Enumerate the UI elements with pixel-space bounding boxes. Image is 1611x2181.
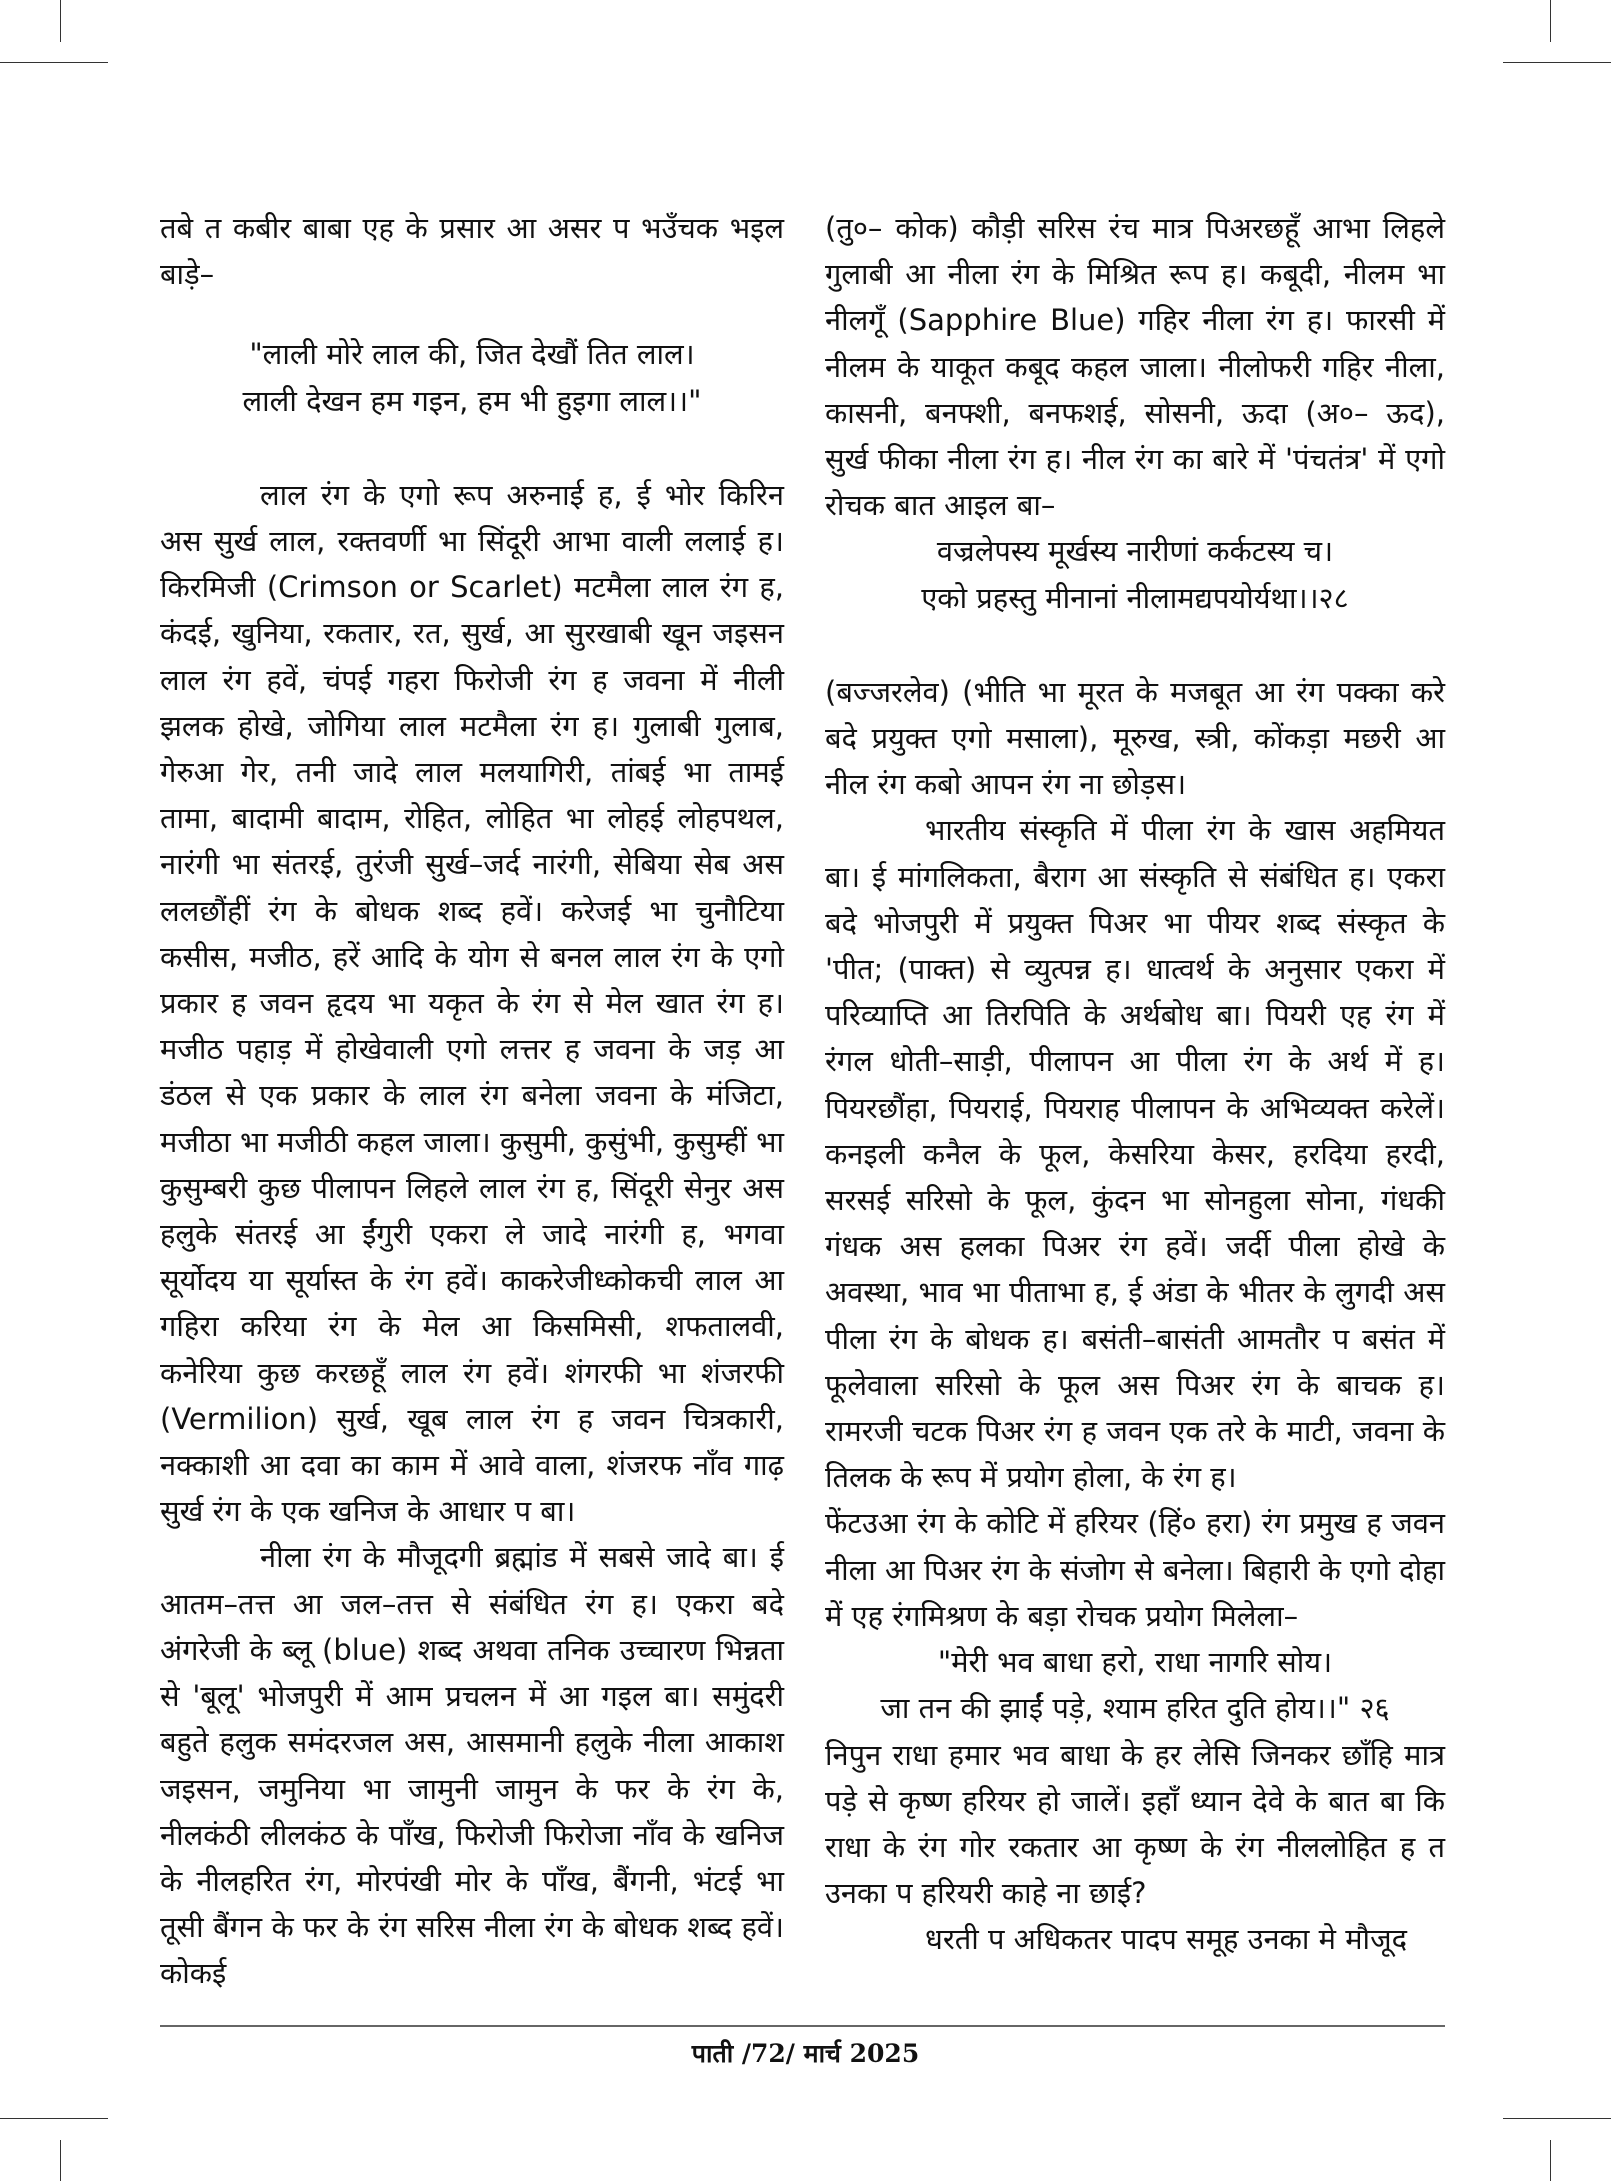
paragraph: नीला रंग के मौजूदगी ब्रह्मांड में सबसे जादे बा। ई आतम–तत्त आ जल–तत्त से संबंधित रंग ह। एकरा बदे अंगरेजी के ब्लू (blue) शब्द अथवा तनिक उच्चारण भिन्नता से 'बूलू' भोजपुरी में आम प्रचलन में आ गइल बा। समुंदरी बहुते हलुक समंदरजल अस, आसमानी हलुके नीला आकाश जइसन, जमुनिया भा जामुनी जामुन के फर के रंग के, नीलकंठी लीलकंठ के पाँख, फिरोजी फिरोजा नाँव के खनिज के नीलहरित रंग, मोरपंखी मोर के पाँख, बैंगनी, भंटई भा तूसी बैंगन के फर के रंग सरिस नीला रंग के बोधक शब्द हवें। कोकई [160,1540,784,1991]
crop-mark [1503,2118,1611,2119]
crop-mark [1550,2140,1551,2181]
paragraph: तबे त कबीर बाबा एह के प्रसार आ असर प भउँचक भइल बाड़े– [160,211,784,292]
footer-rule [160,2025,1445,2027]
page-footer: पाती /72/ मार्च 2025 [691,2039,920,2068]
crop-mark [60,2140,61,2181]
doha-line: जा तन की झाईं पड़े, श्याम हरित दुति होय।।" २६ [880,1691,1390,1726]
crop-mark [0,2118,108,2119]
paragraph: भारतीय संस्कृति में पीला रंग के खास अहमियत बा। ई मांगलिकता, बैराग आ संस्कृति से संबंधित ह। एकरा बदे भोजपुरी में प्रयुक्त पिअर भा पीयर शब्द संस्कृत के 'पीत; (पाक्त) से व्युत्पन्न ह। धात्वर्थ के अनुसार एकरा में परिव्याप्ति आ तिरपिति के अर्थबोध बा। पियरी एह रंग में रंगल धोती–साड़ी, पीलापन आ पीला रंग के अर्थ में ह। पियरछौंहा, पियराई, पियराह पीलापन के अभिव्यक्त करेलें। कनइली कनैल के फूल, केसरिया केसर, हरदिया हरदी, सरसई सरिसो के फूल, कुंदन भा सोनहुला सोना, गंधकी गंधक अस हलका पिअर रंग हवें। जर्दी पीला होखे के अवस्था, भाव भा पीताभा ह, ई अंडा के भीतर के लुगदी अस पीला रंग के बोधक ह। बसंती–बासंती आमतौर प बसंत में फूलेवाला सरिसो के फूल अस पिअर रंग के बाचक ह। रामरजी चटक पिअर रंग ह जवन एक तरे के माटी, जवना के तिलक के रूप में प्रयोग होला, के रंग ह। [825,813,1445,1495]
doha-line: "मेरी भव बाधा हरो, राधा नागरि सोय। [937,1645,1333,1680]
right-column [825,205,1445,1963]
left-column [160,205,784,1997]
paragraph: (बज्जरलेव) (भीति भा मूरत के मजबूत आ रंग पक्का करे बदे प्रयुक्त एगो मसाला), मूरुख, स्त्री, कोंकड़ा मछरी आ नील रंग कबो आपन रंग ना छोड़स। [825,674,1445,802]
crop-mark [60,0,61,42]
sanskrit-verse-line: वज्रलेपस्य मूर्खस्य नारीणां कर्कटस्य च। [936,534,1334,569]
verse-line: लाली देखन हम गइन, हम भी हुइगा लाल।।" [242,383,702,418]
paragraph: धरती प अधिकतर पादप समूह उनका मे मौजूद [925,1922,1407,1957]
sanskrit-verse-line: एको प्रहस्तु मीनानां नीलामद्यपयोर्यथा।।२८ [921,580,1349,615]
paragraph: फेंटउआ रंग के कोटि में हरियर (हिं० हरा) रंग प्रमुख ह जवन नीला आ पिअर रंग के संजोग से बनेला। बिहारी के एगो दोहा में एह रंगमिश्रण के बड़ा रोचक प्रयोग मिलेला– [825,1506,1445,1633]
crop-mark [1503,62,1611,63]
paragraph: निपुन राधा हमार भव बाधा के हर लेसि जिनकर छाँहि मात्र पड़े से कृष्ण हरियर हो जालें। इहाँ ध्यान देवे के बात बा कि राधा के रंग गोर रकतार आ कृष्ण के रंग नीललोहित ह त उनका प हरियरी काहे ना छाई? [825,1737,1445,1911]
crop-mark [0,62,108,63]
paragraph: लाल रंग के एगो रूप अरुनाई ह, ई भोर किरिन अस सुर्ख लाल, रक्तवर्णी भा सिंदूरी आभा वाली ललाई ह। किरमिजी (Crimson or Scarlet) मटमैला लाल रंग ह, कंदई, खुनिया, रकतार, रत, सुर्ख, आ सुरखाबी खून जइसन लाल रंग हवें, चंपई गहरा फिरोजी रंग ह जवना में नीली झलक होखे, जोगिया लाल मटमैला रंग ह। गुलाबी गुलाब, गेरुआ गेर, तनी जादे लाल मलयागिरी, तांबई भा तामई तामा, बादामी बादाम, रोहित, लोहित भा लोहई लोहपथल, नारंगी भा संतरई, तुरंजी सुर्ख–जर्द नारंगी, सेबिया सेब अस ललछौंहीं रंग के बोधक शब्द हवें। करेजई भा चुनौटिया कसीस, मजीठ, हरें आदि के योग से बनल लाल रंग के एगो प्रकार ह जवन हृदय भा यकृत के रंग से मेल खात रंग ह। मजीठ पहाड़ में होखेवाली एगो लत्तर ह जवना के जड़ आ डंठल से एक प्रकार के लाल रंग बनेला जवना के मंजिटा, मजीठा भा मजीठी कहल जाला। कुसुमी, कुसुंभी, कुसुम्हीं भा कुसुम्बरी कुछ पीलापन लिहले लाल रंग ह, सिंदूरी सेनुर अस हलुके संतरई आ ईंगुरी एकरा ले जादे नारंगी ह, भगवा सूर्योदय या सूर्यास्त के रंग हवें। काकरेजीध्कोकची लाल आ गहिरा करिया रंग के मेल आ किसमिसी, शफतालवी, कनेरिया कुछ करछहूँ लाल रंग हवें। शंगरफी भा शंजरफी (Vermilion) सुर्ख, खूब लाल रंग ह जवन चित्रकारी, नक्काशी आ दवा का काम में आवे वाला, शंजरफ नाँव गाढ़ सुर्ख रंग के एक खनिज के आधार प बा। [160,477,785,1529]
verse-line: "लाली मोरे लाल की, जित देखौं तित लाल। [249,337,695,372]
crop-mark [1550,0,1551,42]
paragraph: (तु०– कोक) कौड़ी सरिस रंच मात्र पिअरछहूँ आभा लिहले गुलाबी आ नीला रंग के मिश्रित रूप ह। कबूदी, नीलम भा नीलगूँ (Sapphire Blue) गहिर नीला रंग ह। फारसी में नीलम के याकूत कबूद कहल जाला। नीलोफरी गहिर नीला, कासनी, बनफ्शी, बनफशई, सोसनी, ऊदा (अ०– ऊद), सुर्ख फीका नीला रंग ह। नील रंग का बारे में 'पंचतंत्र' में एगो रोचक बात आइल बा– [825,211,1445,523]
